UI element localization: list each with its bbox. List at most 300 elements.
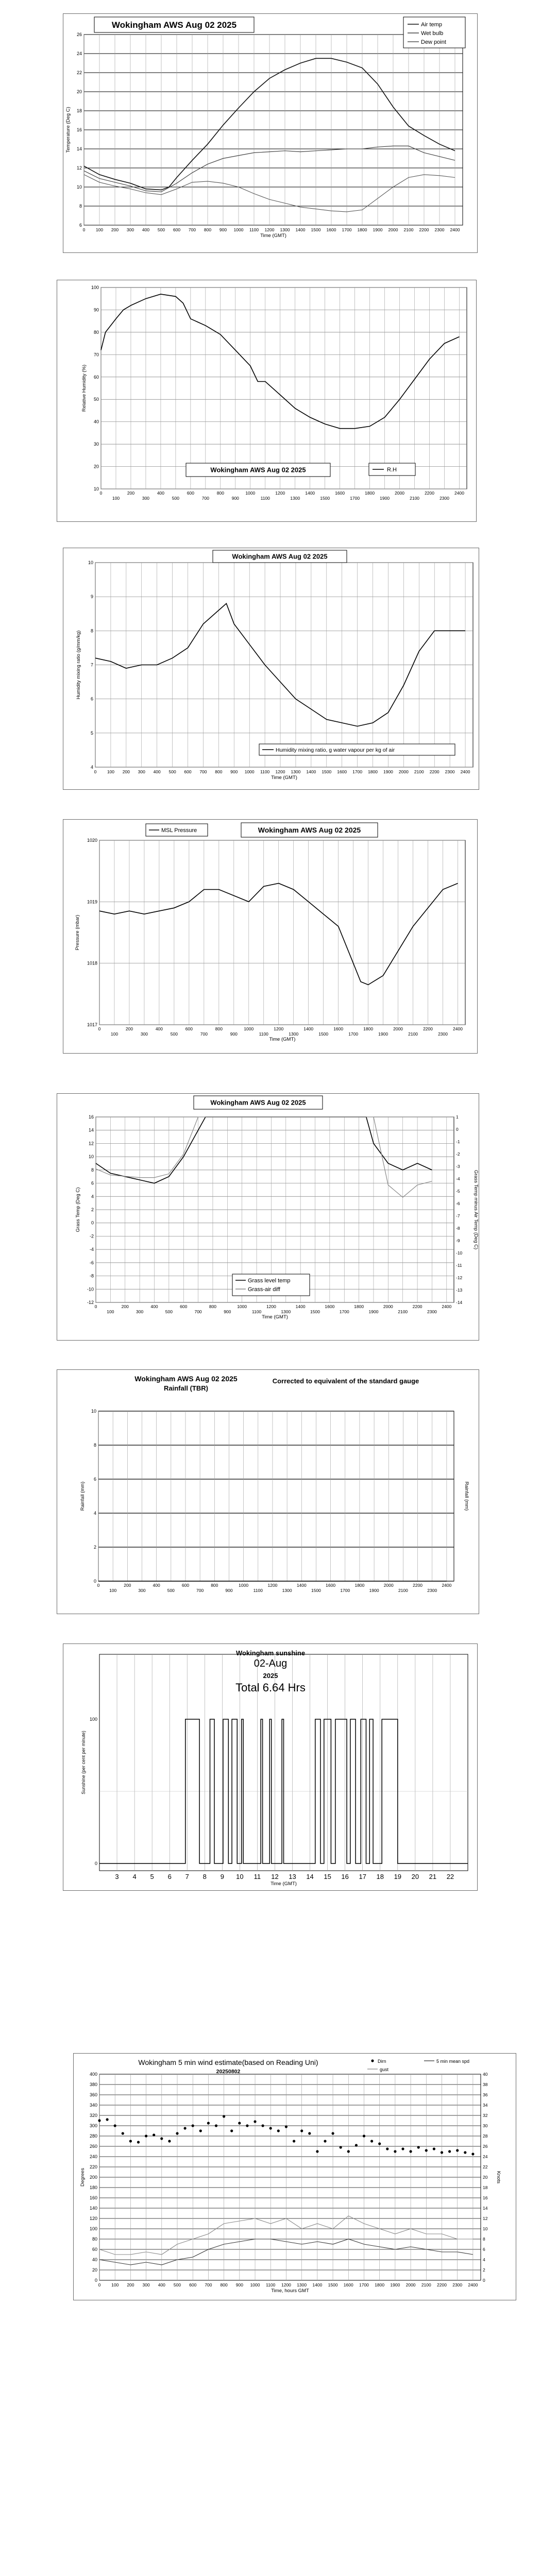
x-tick-label: 1300 xyxy=(280,227,290,232)
x-tick-label: 2000 xyxy=(398,769,409,774)
x-tick-label: 400 xyxy=(153,769,161,774)
x-tick-label: 2200 xyxy=(437,2282,447,2287)
y-tick-label: 22 xyxy=(76,70,82,75)
chart-title: Wokingham sunshine xyxy=(235,1649,306,1657)
x-tick-label: 3 xyxy=(115,1873,119,1880)
x-tick-label: 2000 xyxy=(395,490,405,496)
chart-title: Wokingham 5 min wind estimate(based on Reading Uni) xyxy=(138,2058,318,2066)
y-tick-label: 40 xyxy=(93,419,99,425)
x-tick-label: 1900 xyxy=(378,1031,388,1037)
x-tick-label: 1700 xyxy=(342,227,352,232)
y2-tick-label: 22 xyxy=(483,2164,488,2170)
y-tick-label: -12 xyxy=(87,1300,94,1305)
wind-direction-point xyxy=(433,2147,435,2150)
wind-direction-point xyxy=(410,2150,412,2153)
x-tick-label: 1500 xyxy=(310,1309,320,1314)
y-tick-label: 8 xyxy=(79,204,82,209)
x-tick-label: 1500 xyxy=(320,496,330,501)
x-tick-label: 15 xyxy=(324,1873,331,1880)
x-tick-label: 2000 xyxy=(393,1026,403,1031)
x-tick-label: 1800 xyxy=(354,1304,364,1309)
x-tick-label: 1200 xyxy=(281,2282,291,2287)
x-tick-label: 1000 xyxy=(239,1583,249,1588)
x-tick-label: 100 xyxy=(112,496,120,501)
legend-swatch xyxy=(371,2059,374,2062)
x-tick-label: 22 xyxy=(446,1873,454,1880)
x-tick-label: 16 xyxy=(341,1873,349,1880)
y2-tick-label: 6 xyxy=(483,2247,485,2252)
x-tick-label: 2300 xyxy=(427,1588,437,1593)
y-tick-label: 1020 xyxy=(87,838,97,843)
wind-direction-point xyxy=(378,2142,381,2145)
pressure-chart xyxy=(63,820,477,1053)
wind-direction-point xyxy=(199,2129,202,2132)
grass-temp-chart xyxy=(57,1094,479,1340)
x-tick-label: 12 xyxy=(271,1873,279,1880)
wind-direction-point xyxy=(456,2149,459,2151)
x-tick-label: 1800 xyxy=(365,490,375,496)
x-tick-label: 1600 xyxy=(343,2282,353,2287)
y2-tick-label: 0 xyxy=(456,1127,459,1132)
y-tick-label: 6 xyxy=(93,1477,96,1482)
x-tick-label: 2200 xyxy=(412,1304,422,1309)
wind-direction-point xyxy=(332,2132,334,2134)
y2-tick-label: -13 xyxy=(456,1287,463,1293)
x-tick-label: 18 xyxy=(376,1873,384,1880)
x-tick-label: 1000 xyxy=(250,2282,260,2287)
wind-direction-point xyxy=(347,2150,350,2153)
x-tick-label: 1900 xyxy=(373,227,383,232)
x-axis-label: Time, hours GMT xyxy=(271,2288,309,2294)
x-tick-label: 0 xyxy=(94,1304,97,1309)
x-tick-label: 700 xyxy=(205,2282,212,2287)
x-tick-label: 2100 xyxy=(398,1588,408,1593)
y-tick-label: 140 xyxy=(89,2206,97,2211)
y2-tick-label: -11 xyxy=(456,1263,462,1268)
x-tick-label: 1000 xyxy=(244,769,255,774)
x-tick-label: 13 xyxy=(289,1873,296,1880)
y2-tick-label: -9 xyxy=(456,1238,460,1243)
x-tick-label: 1100 xyxy=(249,227,259,232)
wind-direction-point xyxy=(122,2132,124,2134)
y2-axis-label: Knots xyxy=(496,2171,501,2184)
x-tick-label: 400 xyxy=(150,1304,158,1309)
pressure-chart-panel xyxy=(63,819,478,1054)
sunshine-chart xyxy=(63,1644,477,1890)
wind-direction-point xyxy=(417,2146,420,2148)
y-tick-label: 220 xyxy=(89,2164,97,2170)
x-tick-label: 400 xyxy=(142,227,150,232)
x-tick-label: 900 xyxy=(235,2282,243,2287)
legend-label: Grass level temp xyxy=(248,1278,291,1284)
y-tick-label: 8 xyxy=(90,628,93,634)
y-tick-label: 10 xyxy=(76,184,82,190)
y-tick-label: 26 xyxy=(76,32,82,37)
y2-tick-label: -2 xyxy=(456,1151,460,1157)
x-tick-label: 100 xyxy=(107,769,115,774)
y2-tick-label: 32 xyxy=(483,2113,488,2118)
x-tick-label: 100 xyxy=(109,1588,117,1593)
y2-tick-label: -14 xyxy=(456,1300,463,1305)
x-tick-label: 900 xyxy=(230,1031,238,1037)
y-tick-label: 2 xyxy=(93,1545,96,1550)
y-tick-label: 400 xyxy=(89,2072,97,2077)
x-axis-label: Time (GMT) xyxy=(260,233,286,239)
x-tick-label: 1600 xyxy=(337,769,347,774)
x-axis-label: Time (GMT) xyxy=(271,775,297,781)
wind-direction-point xyxy=(448,2150,451,2153)
wind-direction-point xyxy=(386,2147,388,2150)
y-tick-label: 4 xyxy=(90,765,93,770)
y-tick-label: 16 xyxy=(76,127,82,132)
x-tick-label: 4 xyxy=(132,1873,137,1880)
y-tick-label: 20 xyxy=(93,464,99,469)
y-tick-label: 8 xyxy=(93,1443,96,1448)
x-tick-label: 2300 xyxy=(434,227,445,232)
y-tick-label: 260 xyxy=(89,2144,97,2149)
y2-tick-label: -6 xyxy=(456,1201,460,1206)
x-tick-label: 1300 xyxy=(297,2282,307,2287)
x-tick-label: 900 xyxy=(224,1309,231,1314)
legend-label: R.H xyxy=(387,467,397,473)
x-tick-label: 1200 xyxy=(266,1304,276,1309)
x-tick-label: 1100 xyxy=(251,1309,262,1314)
legend-label: Humidity mixing ratio, g water vapour per kg of air xyxy=(276,747,395,753)
x-tick-label: 1000 xyxy=(245,490,256,496)
grass-temp-chart-panel xyxy=(57,1093,479,1341)
chart-date: 02-Aug xyxy=(253,1658,288,1669)
y-tick-label: 0 xyxy=(94,1861,97,1866)
x-tick-label: 1300 xyxy=(290,496,300,501)
x-tick-label: 2400 xyxy=(450,227,460,232)
y-tick-label: 1019 xyxy=(87,899,97,905)
x-tick-label: 200 xyxy=(121,1304,129,1309)
x-tick-label: 1400 xyxy=(296,1583,307,1588)
x-tick-label: 1500 xyxy=(318,1031,329,1037)
y2-tick-label: 0 xyxy=(483,2278,485,2283)
x-tick-label: 1300 xyxy=(291,769,301,774)
x-tick-label: 0 xyxy=(97,1583,100,1588)
x-tick-label: 700 xyxy=(201,496,209,501)
x-tick-label: 0 xyxy=(82,227,86,232)
wind-direction-point xyxy=(308,2132,311,2134)
wind-chart-panel xyxy=(73,2053,516,2300)
y2-tick-label: 24 xyxy=(483,2154,488,2159)
x-tick-label: 1900 xyxy=(390,2282,400,2287)
x-tick-label: 2000 xyxy=(388,227,398,232)
x-tick-label: 300 xyxy=(138,769,145,774)
x-tick-label: 1800 xyxy=(357,227,367,232)
wind-direction-point xyxy=(223,2115,225,2117)
x-axis-label: Time (GMT) xyxy=(262,1314,288,1320)
x-tick-label: 2400 xyxy=(468,2282,478,2287)
legend-label: Dew point xyxy=(421,39,446,45)
x-tick-label: 1700 xyxy=(348,1031,359,1037)
legend-label: gust xyxy=(380,2067,389,2072)
x-tick-label: 100 xyxy=(95,227,104,232)
y-axis-label: Pressure (mbar) xyxy=(75,914,80,951)
y2-tick-label: 12 xyxy=(483,2216,488,2221)
x-tick-label: 1300 xyxy=(289,1031,299,1037)
x-tick-label: 1300 xyxy=(282,1588,292,1593)
x-tick-label: 800 xyxy=(215,769,223,774)
y-tick-label: -4 xyxy=(89,1247,94,1252)
x-tick-label: 500 xyxy=(172,496,179,501)
wind-direction-point xyxy=(441,2151,443,2154)
x-tick-label: 2100 xyxy=(414,769,424,774)
wind-direction-point xyxy=(184,2127,187,2129)
y-tick-label: 380 xyxy=(89,2082,97,2087)
y2-tick-label: 36 xyxy=(483,2092,488,2097)
x-tick-label: 200 xyxy=(111,227,119,232)
wind-direction-point xyxy=(316,2150,318,2153)
x-tick-label: 800 xyxy=(211,1583,218,1588)
y-tick-label: 24 xyxy=(76,51,82,56)
x-tick-label: 400 xyxy=(157,490,165,496)
x-tick-label: 600 xyxy=(189,2282,197,2287)
x-tick-label: 800 xyxy=(220,2282,228,2287)
y2-tick-label: -7 xyxy=(456,1213,460,1218)
rainfall-chart xyxy=(57,1370,479,1614)
x-tick-label: 2300 xyxy=(452,2282,463,2287)
wind-direction-point xyxy=(153,2133,155,2136)
x-tick-label: 2400 xyxy=(454,490,464,496)
chart-title: Wokingham AWS Aug 02 2025 xyxy=(210,1098,306,1107)
y2-tick-label: 10 xyxy=(483,2226,488,2231)
x-tick-label: 11 xyxy=(253,1873,261,1880)
x-tick-label: 2000 xyxy=(405,2282,416,2287)
x-tick-label: 900 xyxy=(219,227,227,232)
y-tick-label: 2 xyxy=(91,1207,94,1212)
wind-direction-point xyxy=(176,2132,178,2134)
y2-tick-label: 34 xyxy=(483,2103,488,2108)
wind-direction-point xyxy=(207,2122,210,2124)
x-tick-label: 600 xyxy=(184,769,192,774)
x-tick-label: 800 xyxy=(209,1304,217,1309)
y-axis-label: Degrees xyxy=(80,2168,86,2187)
x-tick-label: 17 xyxy=(359,1873,366,1880)
x-tick-label: 1000 xyxy=(244,1026,254,1031)
y-tick-label: -6 xyxy=(89,1260,94,1265)
y-tick-label: 40 xyxy=(92,2257,97,2262)
x-tick-label: 1900 xyxy=(369,1588,379,1593)
y-tick-label: 1017 xyxy=(87,1022,97,1027)
y-tick-label: 100 xyxy=(91,285,99,290)
y2-tick-label: 8 xyxy=(483,2236,485,2242)
x-tick-label: 1700 xyxy=(339,1309,349,1314)
y-axis-label: Relative Humidity (%) xyxy=(81,364,87,412)
chart-total: Total 6.64 Hrs xyxy=(235,1681,306,1694)
y-tick-label: 4 xyxy=(91,1194,94,1199)
wind-direction-point xyxy=(137,2141,140,2143)
y-axis-label: Humidity mixing ratio (g/mm/kg) xyxy=(76,630,81,700)
y-tick-label: 0 xyxy=(93,1579,96,1584)
y-tick-label: 20 xyxy=(92,2267,97,2273)
x-tick-label: 1300 xyxy=(281,1309,291,1314)
mixing-ratio-chart xyxy=(63,548,479,789)
x-tick-label: 800 xyxy=(216,490,224,496)
x-tick-label: 500 xyxy=(165,1309,173,1314)
y-tick-label: 12 xyxy=(88,1141,94,1146)
x-tick-label: 19 xyxy=(394,1873,402,1880)
y2-tick-label: 28 xyxy=(483,2133,488,2139)
wind-direction-point xyxy=(246,2124,248,2127)
wind-direction-point xyxy=(129,2140,132,2142)
y-axis-label: Temperature (Deg C) xyxy=(65,107,71,153)
x-tick-label: 1400 xyxy=(306,769,316,774)
x-tick-label: 200 xyxy=(122,769,130,774)
x-tick-label: 2200 xyxy=(423,1026,433,1031)
rainfall-chart-panel xyxy=(57,1369,479,1614)
x-tick-label: 8 xyxy=(202,1873,207,1880)
legend-label: Dirn xyxy=(378,2059,386,2064)
x-tick-label: 9 xyxy=(220,1873,224,1880)
x-tick-label: 700 xyxy=(200,1031,208,1037)
chart-title: Wokingham AWS Aug 02 2025 xyxy=(210,466,306,474)
x-tick-label: 400 xyxy=(153,1583,160,1588)
chart-title: Wokingham AWS Aug 02 2025 xyxy=(258,826,361,835)
x-tick-label: 1400 xyxy=(305,490,315,496)
x-tick-label: 2200 xyxy=(429,769,439,774)
x-tick-label: 100 xyxy=(107,1309,114,1314)
x-tick-label: 5 xyxy=(150,1873,154,1880)
y-tick-label: 100 xyxy=(89,2226,97,2231)
y2-tick-label: -4 xyxy=(456,1176,460,1181)
x-tick-label: 300 xyxy=(142,2282,150,2287)
y-tick-label: 80 xyxy=(93,329,99,335)
wind-direction-point xyxy=(98,2119,100,2122)
x-tick-label: 2400 xyxy=(460,769,470,774)
x-tick-label: 1600 xyxy=(333,1026,344,1031)
x-tick-label: 1600 xyxy=(326,227,336,232)
y-tick-label: 340 xyxy=(89,2103,97,2108)
x-tick-label: 2000 xyxy=(383,1304,393,1309)
humidity-chart xyxy=(57,280,476,521)
y-tick-label: 10 xyxy=(88,560,93,565)
plot-area xyxy=(98,1411,454,1581)
x-tick-label: 1200 xyxy=(267,1583,278,1588)
plot-area xyxy=(101,287,467,489)
y-tick-label: 60 xyxy=(92,2247,97,2252)
y-tick-label: 180 xyxy=(89,2185,97,2190)
y-tick-label: 10 xyxy=(91,1409,96,1414)
x-tick-label: 2100 xyxy=(410,496,420,501)
x-tick-label: 1900 xyxy=(380,496,390,501)
y2-tick-label: -1 xyxy=(456,1139,460,1144)
y2-tick-label: -8 xyxy=(456,1226,460,1231)
wind-chart xyxy=(74,2054,516,2300)
wind-direction-point xyxy=(340,2146,342,2148)
x-tick-label: 1000 xyxy=(237,1304,247,1309)
x-tick-label: 700 xyxy=(194,1309,202,1314)
chart-year: 2025 xyxy=(263,1672,278,1680)
x-tick-label: 0 xyxy=(99,490,103,496)
x-tick-label: 900 xyxy=(231,496,239,501)
wind-direction-point xyxy=(238,2122,241,2124)
y2-axis-label: Rainfall (mm) xyxy=(464,1481,469,1511)
x-tick-label: 1000 xyxy=(233,227,244,232)
x-tick-label: 2300 xyxy=(439,496,449,501)
y2-tick-label: 38 xyxy=(483,2082,488,2087)
x-tick-label: 300 xyxy=(140,1031,148,1037)
sunshine-chart-panel xyxy=(63,1643,478,1891)
x-tick-label: 1800 xyxy=(375,2282,385,2287)
wind-direction-point xyxy=(285,2125,288,2128)
x-tick-label: 14 xyxy=(306,1873,314,1880)
y-tick-label: 5 xyxy=(90,730,93,736)
y-tick-label: 160 xyxy=(89,2195,97,2200)
y2-tick-label: 40 xyxy=(483,2072,488,2077)
wind-direction-point xyxy=(215,2124,217,2127)
chart-subtitle: 20250802 xyxy=(216,2069,241,2075)
x-tick-label: 700 xyxy=(188,227,196,232)
legend-label: Air temp xyxy=(421,22,442,28)
x-tick-label: 2300 xyxy=(438,1031,448,1037)
x-tick-label: 1400 xyxy=(295,1304,306,1309)
y-tick-label: 6 xyxy=(90,696,93,702)
x-tick-label: 600 xyxy=(181,1583,190,1588)
x-tick-label: 2000 xyxy=(383,1583,394,1588)
legend-label: MSL Pressure xyxy=(161,827,197,834)
chart-note: Corrected to equivalent of the standard gauge xyxy=(272,1377,419,1385)
chart-title: Wokingham AWS Aug 02 2025 xyxy=(232,552,328,561)
x-tick-label: 1800 xyxy=(354,1583,365,1588)
y-tick-label: 360 xyxy=(89,2092,97,2097)
x-tick-label: 1400 xyxy=(303,1026,314,1031)
x-tick-label: 2400 xyxy=(442,1583,452,1588)
y-tick-label: 14 xyxy=(88,1127,94,1133)
temperature-chart-panel xyxy=(63,13,478,253)
x-tick-label: 1800 xyxy=(368,769,378,774)
y-tick-label: 280 xyxy=(89,2133,97,2139)
y-axis-label: Rainfall (mm) xyxy=(80,1481,86,1511)
wind-direction-point xyxy=(471,2153,474,2155)
y2-tick-label: 30 xyxy=(483,2123,488,2128)
x-tick-label: 1700 xyxy=(350,496,360,501)
x-tick-label: 2100 xyxy=(408,1031,418,1037)
x-tick-label: 1500 xyxy=(311,227,321,232)
x-tick-label: 500 xyxy=(167,1588,175,1593)
x-tick-label: 200 xyxy=(127,490,135,496)
x-tick-label: 100 xyxy=(111,2282,119,2287)
x-tick-label: 200 xyxy=(127,2282,134,2287)
x-tick-label: 1600 xyxy=(335,490,345,496)
y2-tick-label: 4 xyxy=(483,2257,485,2262)
x-tick-label: 2200 xyxy=(419,227,429,232)
wind-direction-point xyxy=(262,2124,264,2127)
x-tick-label: 500 xyxy=(168,769,176,774)
x-tick-label: 2100 xyxy=(398,1309,408,1314)
y-tick-label: 9 xyxy=(90,594,93,600)
y2-tick-label: 2 xyxy=(483,2267,485,2273)
wind-direction-point xyxy=(168,2140,171,2142)
y-tick-label: 100 xyxy=(89,1717,97,1722)
legend-label: Grass-air diff xyxy=(248,1286,280,1293)
x-tick-label: 400 xyxy=(158,2282,165,2287)
x-tick-label: 2100 xyxy=(421,2282,431,2287)
mixing-ratio-chart-panel xyxy=(63,548,479,790)
y-tick-label: 0 xyxy=(91,1220,94,1226)
x-tick-label: 7 xyxy=(185,1873,189,1880)
wind-direction-point xyxy=(106,2118,109,2121)
x-tick-label: 200 xyxy=(125,1026,133,1031)
y-tick-label: 10 xyxy=(93,486,99,492)
y-axis-label: Sunshine (per cent per minute) xyxy=(81,1731,86,1794)
y-tick-label: 16 xyxy=(88,1114,94,1120)
y-tick-label: 20 xyxy=(76,89,82,94)
wind-direction-point xyxy=(401,2147,404,2150)
y-tick-label: 240 xyxy=(89,2154,97,2159)
